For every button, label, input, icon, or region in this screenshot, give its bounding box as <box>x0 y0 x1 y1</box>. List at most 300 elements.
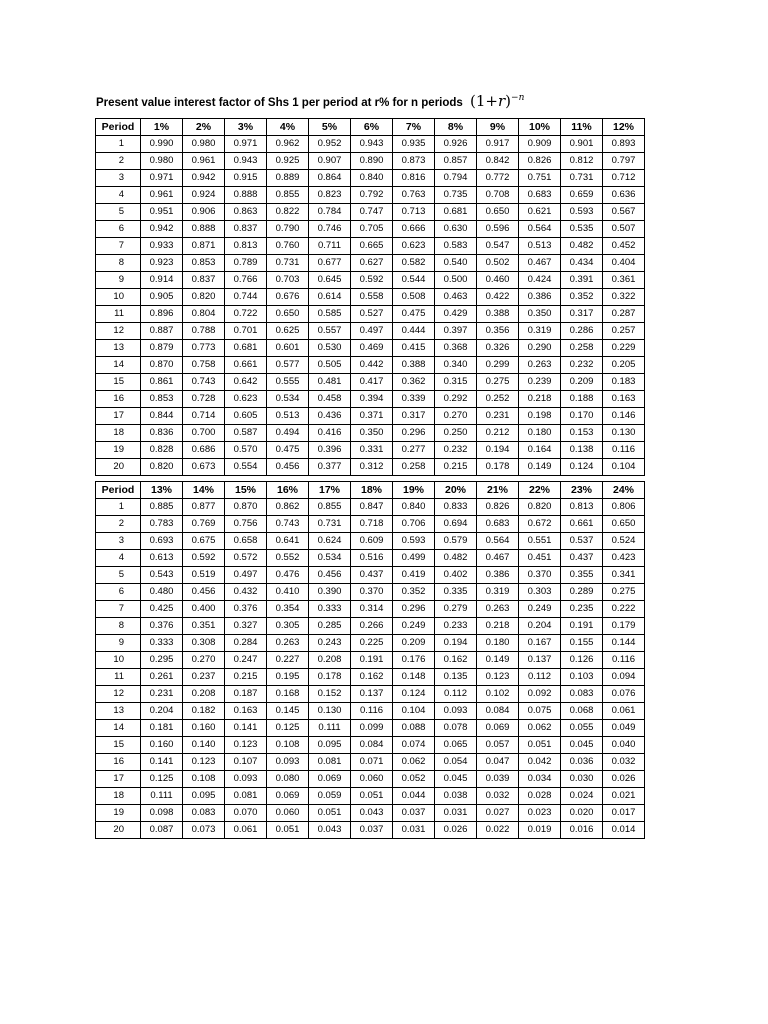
factor-cell: 0.047 <box>477 754 519 771</box>
factor-cell: 0.746 <box>309 221 351 238</box>
factor-cell: 0.820 <box>141 459 183 476</box>
factor-cell: 0.731 <box>561 170 603 187</box>
factor-cell: 0.060 <box>351 771 393 788</box>
factor-cell: 0.467 <box>477 550 519 567</box>
factor-cell: 0.388 <box>393 357 435 374</box>
factor-cell: 0.083 <box>183 805 225 822</box>
period-cell: 14 <box>96 720 141 737</box>
factor-cell: 0.605 <box>225 408 267 425</box>
table-row <box>96 153 645 170</box>
factor-cell: 0.784 <box>309 204 351 221</box>
rate-header: 5% <box>309 119 351 136</box>
factor-cell: 0.370 <box>351 584 393 601</box>
factor-cell: 0.204 <box>519 618 561 635</box>
factor-cell: 0.179 <box>603 618 645 635</box>
rate-header: 16% <box>267 482 309 499</box>
factor-cell: 0.552 <box>267 550 309 567</box>
formula-exponent: −n <box>511 93 525 103</box>
factor-cell: 0.570 <box>225 442 267 459</box>
rate-header: 3% <box>225 119 267 136</box>
factor-cell: 0.187 <box>225 686 267 703</box>
factor-cell: 0.844 <box>141 408 183 425</box>
factor-cell: 0.376 <box>141 618 183 635</box>
factor-cell: 0.708 <box>477 187 519 204</box>
factor-cell: 0.111 <box>141 788 183 805</box>
factor-cell: 0.275 <box>603 584 645 601</box>
table-row <box>96 822 645 839</box>
factor-cell: 0.331 <box>351 442 393 459</box>
factor-cell: 0.681 <box>435 204 477 221</box>
factor-cell: 0.170 <box>561 408 603 425</box>
factor-cell: 0.482 <box>435 550 477 567</box>
factor-cell: 0.031 <box>435 805 477 822</box>
table-row <box>96 737 645 754</box>
factor-cell: 0.623 <box>225 391 267 408</box>
factor-cell: 0.138 <box>561 442 603 459</box>
factor-cell: 0.168 <box>267 686 309 703</box>
factor-cell: 0.270 <box>183 652 225 669</box>
factor-cell: 0.108 <box>267 737 309 754</box>
factor-cell: 0.601 <box>267 340 309 357</box>
factor-cell: 0.980 <box>141 153 183 170</box>
factor-cell: 0.971 <box>141 170 183 187</box>
factor-cell: 0.153 <box>561 425 603 442</box>
factor-cell: 0.124 <box>561 459 603 476</box>
factor-cell: 0.051 <box>267 822 309 839</box>
factor-cell: 0.703 <box>267 272 309 289</box>
factor-cell: 0.355 <box>561 567 603 584</box>
factor-cell: 0.906 <box>183 204 225 221</box>
table-row <box>96 771 645 788</box>
factor-cell: 0.513 <box>519 238 561 255</box>
period-cell: 4 <box>96 187 141 204</box>
factor-cell: 0.319 <box>519 323 561 340</box>
table-row <box>96 187 645 204</box>
factor-cell: 0.123 <box>225 737 267 754</box>
factor-cell: 0.315 <box>435 374 477 391</box>
factor-cell: 0.107 <box>225 754 267 771</box>
factor-cell: 0.943 <box>351 136 393 153</box>
factor-cell: 0.877 <box>183 499 225 516</box>
factor-cell: 0.287 <box>603 306 645 323</box>
rate-header: 10% <box>519 119 561 136</box>
factor-cell: 0.456 <box>183 584 225 601</box>
table-row <box>96 255 645 272</box>
factor-cell: 0.857 <box>435 153 477 170</box>
factor-cell: 0.339 <box>393 391 435 408</box>
factor-cell: 0.023 <box>519 805 561 822</box>
factor-cell: 0.386 <box>519 289 561 306</box>
factor-cell: 0.519 <box>183 567 225 584</box>
factor-cell: 0.073 <box>183 822 225 839</box>
factor-cell: 0.055 <box>561 720 603 737</box>
factor-cell: 0.855 <box>267 187 309 204</box>
factor-cell: 0.397 <box>435 323 477 340</box>
factor-cell: 0.252 <box>477 391 519 408</box>
factor-cell: 0.853 <box>141 391 183 408</box>
factor-cell: 0.270 <box>435 408 477 425</box>
factor-cell: 0.295 <box>141 652 183 669</box>
factor-cell: 0.497 <box>351 323 393 340</box>
factor-cell: 0.208 <box>183 686 225 703</box>
factor-cell: 0.258 <box>393 459 435 476</box>
factor-cell: 0.893 <box>603 136 645 153</box>
factor-cell: 0.822 <box>267 204 309 221</box>
period-cell: 13 <box>96 340 141 357</box>
period-cell: 17 <box>96 408 141 425</box>
factor-cell: 0.437 <box>561 550 603 567</box>
period-cell: 7 <box>96 601 141 618</box>
factor-cell: 0.907 <box>309 153 351 170</box>
factor-cell: 0.068 <box>561 703 603 720</box>
factor-cell: 0.665 <box>351 238 393 255</box>
factor-cell: 0.425 <box>141 601 183 618</box>
factor-cell: 0.277 <box>393 442 435 459</box>
factor-cell: 0.061 <box>225 822 267 839</box>
factor-cell: 0.481 <box>309 374 351 391</box>
factor-cell: 0.508 <box>393 289 435 306</box>
factor-cell: 0.836 <box>141 425 183 442</box>
factor-cell: 0.020 <box>561 805 603 822</box>
factor-cell: 0.404 <box>603 255 645 272</box>
factor-cell: 0.036 <box>561 754 603 771</box>
factor-cell: 0.263 <box>519 357 561 374</box>
factor-cell: 0.837 <box>225 221 267 238</box>
factor-cell: 0.623 <box>393 238 435 255</box>
rate-header: 12% <box>603 119 645 136</box>
table-row <box>96 686 645 703</box>
factor-cell: 0.148 <box>393 669 435 686</box>
factor-cell: 0.095 <box>183 788 225 805</box>
factor-cell: 0.788 <box>183 323 225 340</box>
table-row <box>96 550 645 567</box>
period-cell: 2 <box>96 153 141 170</box>
factor-cell: 0.713 <box>393 204 435 221</box>
factor-cell: 0.636 <box>603 187 645 204</box>
factor-cell: 0.444 <box>393 323 435 340</box>
factor-cell: 0.051 <box>309 805 351 822</box>
factor-cell: 0.232 <box>561 357 603 374</box>
table-row <box>96 323 645 340</box>
rate-header: 6% <box>351 119 393 136</box>
factor-cell: 0.215 <box>225 669 267 686</box>
factor-cell: 0.476 <box>267 567 309 584</box>
factor-cell: 0.333 <box>309 601 351 618</box>
factor-cell: 0.847 <box>351 499 393 516</box>
factor-cell: 0.731 <box>309 516 351 533</box>
factor-cell: 0.239 <box>519 374 561 391</box>
factor-cell: 0.116 <box>351 703 393 720</box>
factor-cell: 0.766 <box>225 272 267 289</box>
factor-cell: 0.587 <box>225 425 267 442</box>
factor-cell: 0.162 <box>351 669 393 686</box>
factor-cell: 0.416 <box>309 425 351 442</box>
factor-cell: 0.661 <box>561 516 603 533</box>
period-cell: 16 <box>96 391 141 408</box>
table-row <box>96 442 645 459</box>
factor-cell: 0.564 <box>519 221 561 238</box>
factor-cell: 0.191 <box>351 652 393 669</box>
factor-cell: 0.180 <box>477 635 519 652</box>
factor-cell: 0.961 <box>141 187 183 204</box>
factor-cell: 0.513 <box>267 408 309 425</box>
factor-cell: 0.870 <box>225 499 267 516</box>
factor-cell: 0.735 <box>435 187 477 204</box>
period-cell: 20 <box>96 459 141 476</box>
factor-cell: 0.896 <box>141 306 183 323</box>
factor-cell: 0.783 <box>141 516 183 533</box>
rate-header: 13% <box>141 482 183 499</box>
factor-cell: 0.469 <box>351 340 393 357</box>
factor-cell: 0.198 <box>519 408 561 425</box>
period-cell: 17 <box>96 771 141 788</box>
factor-cell: 0.368 <box>435 340 477 357</box>
table-row <box>96 221 645 238</box>
period-cell: 9 <box>96 635 141 652</box>
factor-cell: 0.763 <box>393 187 435 204</box>
factor-cell: 0.813 <box>225 238 267 255</box>
factor-cell: 0.700 <box>183 425 225 442</box>
factor-cell: 0.917 <box>477 136 519 153</box>
rate-header: 2% <box>183 119 225 136</box>
factor-cell: 0.731 <box>267 255 309 272</box>
factor-cell: 0.102 <box>477 686 519 703</box>
factor-cell: 0.592 <box>183 550 225 567</box>
factor-cell: 0.826 <box>519 153 561 170</box>
period-cell: 13 <box>96 703 141 720</box>
factor-cell: 0.209 <box>561 374 603 391</box>
factor-cell: 0.432 <box>225 584 267 601</box>
factor-cell: 0.032 <box>603 754 645 771</box>
factor-cell: 0.456 <box>267 459 309 476</box>
pv-table-rates-13-to-24 <box>95 481 645 839</box>
factor-cell: 0.225 <box>351 635 393 652</box>
factor-cell: 0.263 <box>267 635 309 652</box>
factor-cell: 0.820 <box>183 289 225 306</box>
factor-cell: 0.081 <box>309 754 351 771</box>
factor-cell: 0.145 <box>267 703 309 720</box>
period-cell: 18 <box>96 788 141 805</box>
table-row <box>96 170 645 187</box>
factor-cell: 0.296 <box>393 425 435 442</box>
factor-cell: 0.833 <box>435 499 477 516</box>
factor-cell: 0.806 <box>603 499 645 516</box>
factor-cell: 0.535 <box>561 221 603 238</box>
factor-cell: 0.751 <box>519 170 561 187</box>
factor-cell: 0.864 <box>309 170 351 187</box>
table-row <box>96 567 645 584</box>
factor-cell: 0.424 <box>519 272 561 289</box>
factor-cell: 0.905 <box>141 289 183 306</box>
factor-cell: 0.458 <box>309 391 351 408</box>
factor-cell: 0.062 <box>519 720 561 737</box>
factor-cell: 0.038 <box>435 788 477 805</box>
factor-cell: 0.855 <box>309 499 351 516</box>
factor-cell: 0.126 <box>561 652 603 669</box>
period-cell: 7 <box>96 238 141 255</box>
factor-cell: 0.019 <box>519 822 561 839</box>
factor-cell: 0.666 <box>393 221 435 238</box>
factor-cell: 0.078 <box>435 720 477 737</box>
factor-cell: 0.442 <box>351 357 393 374</box>
factor-cell: 0.229 <box>603 340 645 357</box>
factor-cell: 0.789 <box>225 255 267 272</box>
period-cell: 11 <box>96 306 141 323</box>
factor-cell: 0.098 <box>141 805 183 822</box>
factor-cell: 0.706 <box>393 516 435 533</box>
factor-cell: 0.125 <box>141 771 183 788</box>
factor-cell: 0.208 <box>309 652 351 669</box>
formula-variable: r <box>498 92 506 110</box>
factor-cell: 0.505 <box>309 357 351 374</box>
factor-cell: 0.701 <box>225 323 267 340</box>
factor-cell: 0.243 <box>309 635 351 652</box>
rate-header: 23% <box>561 482 603 499</box>
factor-cell: 0.141 <box>225 720 267 737</box>
factor-cell: 0.909 <box>519 136 561 153</box>
table-row <box>96 516 645 533</box>
factor-cell: 0.062 <box>393 754 435 771</box>
factor-cell: 0.772 <box>477 170 519 187</box>
title-text: Present value interest factor of Shs 1 per period at r% for n periods <box>96 97 463 109</box>
factor-cell: 0.596 <box>477 221 519 238</box>
rate-header: 17% <box>309 482 351 499</box>
factor-cell: 0.683 <box>519 187 561 204</box>
factor-cell: 0.391 <box>561 272 603 289</box>
factor-cell: 0.658 <box>225 533 267 550</box>
pv-table-rates-1-to-12 <box>95 118 645 476</box>
factor-cell: 0.103 <box>561 669 603 686</box>
rate-header: 20% <box>435 482 477 499</box>
factor-cell: 0.188 <box>561 391 603 408</box>
factor-cell: 0.227 <box>267 652 309 669</box>
factor-cell: 0.305 <box>267 618 309 635</box>
rate-header: 1% <box>141 119 183 136</box>
factor-cell: 0.326 <box>477 340 519 357</box>
factor-cell: 0.016 <box>561 822 603 839</box>
factor-cell: 0.475 <box>267 442 309 459</box>
factor-cell: 0.451 <box>519 550 561 567</box>
factor-cell: 0.480 <box>141 584 183 601</box>
table-row <box>96 391 645 408</box>
factor-cell: 0.388 <box>477 306 519 323</box>
factor-cell: 0.773 <box>183 340 225 357</box>
period-cell: 10 <box>96 652 141 669</box>
factor-cell: 0.659 <box>561 187 603 204</box>
factor-cell: 0.705 <box>351 221 393 238</box>
header-row <box>96 119 645 136</box>
factor-cell: 0.728 <box>183 391 225 408</box>
factor-cell: 0.352 <box>393 584 435 601</box>
period-cell: 3 <box>96 170 141 187</box>
factor-cell: 0.386 <box>477 567 519 584</box>
table-row <box>96 459 645 476</box>
factor-cell: 0.205 <box>603 357 645 374</box>
factor-cell: 0.861 <box>141 374 183 391</box>
title-formula <box>470 92 524 110</box>
period-cell: 5 <box>96 204 141 221</box>
factor-cell: 0.164 <box>519 442 561 459</box>
factor-cell: 0.176 <box>393 652 435 669</box>
factor-cell: 0.942 <box>141 221 183 238</box>
factor-cell: 0.084 <box>477 703 519 720</box>
factor-cell: 0.137 <box>519 652 561 669</box>
rate-header: 7% <box>393 119 435 136</box>
factor-cell: 0.641 <box>267 533 309 550</box>
factor-cell: 0.402 <box>435 567 477 584</box>
factor-cell: 0.069 <box>477 720 519 737</box>
factor-cell: 0.743 <box>267 516 309 533</box>
rate-header: 8% <box>435 119 477 136</box>
rate-header: 18% <box>351 482 393 499</box>
factor-cell: 0.296 <box>393 601 435 618</box>
factor-cell: 0.502 <box>477 255 519 272</box>
factor-cell: 0.191 <box>561 618 603 635</box>
rate-header: 14% <box>183 482 225 499</box>
table-row <box>96 374 645 391</box>
factor-cell: 0.209 <box>393 635 435 652</box>
factor-cell: 0.952 <box>309 136 351 153</box>
table-row <box>96 601 645 618</box>
factor-cell: 0.231 <box>477 408 519 425</box>
factor-cell: 0.043 <box>351 805 393 822</box>
factor-cell: 0.308 <box>183 635 225 652</box>
table-row <box>96 289 645 306</box>
factor-cell: 0.266 <box>351 618 393 635</box>
factor-cell: 0.037 <box>351 822 393 839</box>
factor-cell: 0.820 <box>519 499 561 516</box>
factor-cell: 0.530 <box>309 340 351 357</box>
factor-cell: 0.327 <box>225 618 267 635</box>
table-row <box>96 306 645 323</box>
period-cell: 8 <box>96 618 141 635</box>
period-cell: 10 <box>96 289 141 306</box>
factor-cell: 0.204 <box>141 703 183 720</box>
factor-cell: 0.429 <box>435 306 477 323</box>
factor-cell: 0.178 <box>477 459 519 476</box>
factor-cell: 0.247 <box>225 652 267 669</box>
table-row <box>96 499 645 516</box>
factor-cell: 0.371 <box>351 408 393 425</box>
table-row <box>96 754 645 771</box>
factor-cell: 0.130 <box>603 425 645 442</box>
factor-cell: 0.879 <box>141 340 183 357</box>
table-row <box>96 788 645 805</box>
factor-cell: 0.456 <box>309 567 351 584</box>
factor-cell: 0.231 <box>141 686 183 703</box>
factor-cell: 0.317 <box>393 408 435 425</box>
factor-cell: 0.377 <box>309 459 351 476</box>
period-cell: 3 <box>96 533 141 550</box>
factor-cell: 0.014 <box>603 822 645 839</box>
rate-header: 24% <box>603 482 645 499</box>
factor-cell: 0.577 <box>267 357 309 374</box>
factor-cell: 0.840 <box>351 170 393 187</box>
factor-cell: 0.045 <box>561 737 603 754</box>
rate-header: 4% <box>267 119 309 136</box>
factor-cell: 0.112 <box>519 669 561 686</box>
table-row <box>96 720 645 737</box>
factor-cell: 0.312 <box>351 459 393 476</box>
factor-cell: 0.257 <box>603 323 645 340</box>
factor-cell: 0.352 <box>561 289 603 306</box>
factor-cell: 0.146 <box>603 408 645 425</box>
period-header: Period <box>96 119 141 136</box>
factor-cell: 0.672 <box>519 516 561 533</box>
factor-cell: 0.054 <box>435 754 477 771</box>
period-cell: 15 <box>96 737 141 754</box>
factor-cell: 0.232 <box>435 442 477 459</box>
